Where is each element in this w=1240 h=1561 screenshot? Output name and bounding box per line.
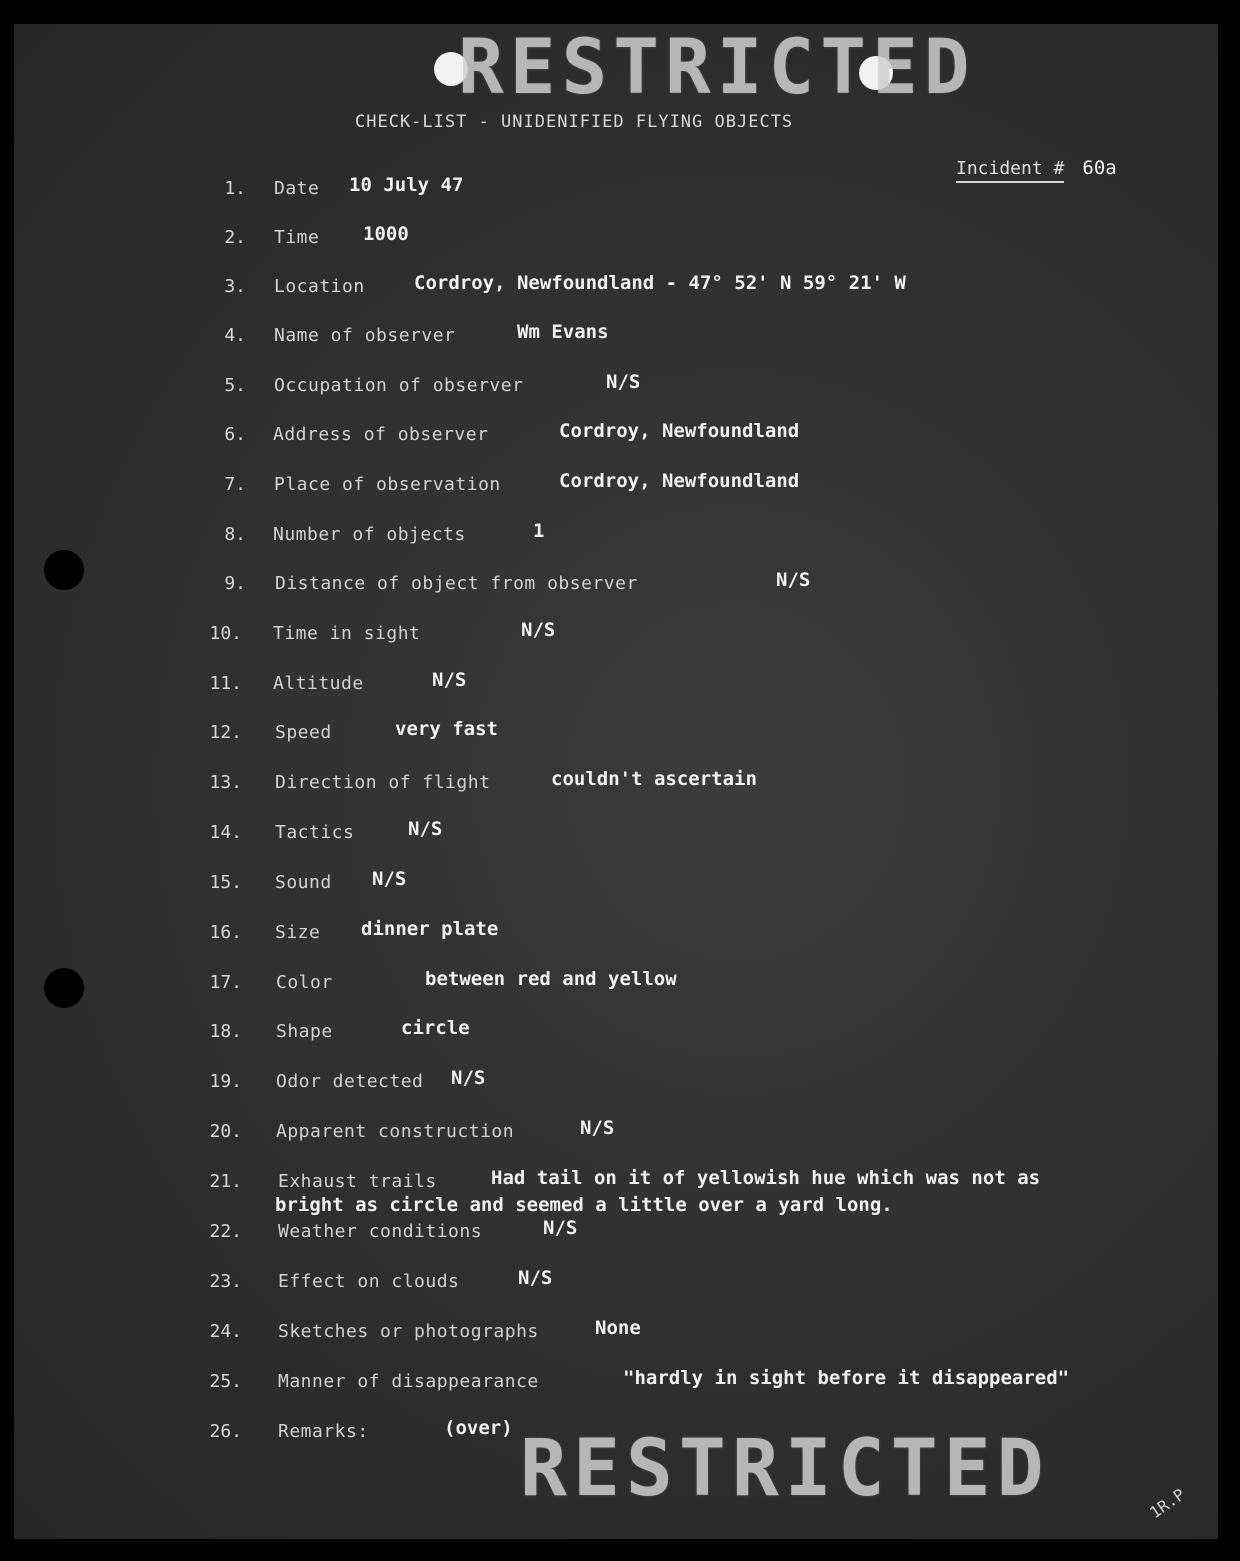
item-number: 26. [209,1421,242,1442]
item-label: Tactics [275,822,355,843]
item-label: Name of observer [274,325,456,346]
item-label: Effect on clouds [278,1271,460,1292]
document-title: CHECK-LIST - UNIDENIFIED FLYING OBJECTS [355,112,794,132]
item-value: Had tail on it of yellowish hue which was not as [491,1167,1041,1189]
item-number: 24. [209,1321,242,1342]
item-value: between red and yellow [425,968,677,990]
binder-hole-upper [44,550,84,590]
item-label: Weather conditions [278,1221,483,1242]
item-number: 11. [209,673,242,694]
item-number: 12. [209,722,242,743]
item-value: Cordroy, Newfoundland [559,470,800,492]
item-number: 5. [224,375,246,396]
item-number: 1. [224,178,246,199]
item-value: (over) [444,1417,513,1439]
item-label: Altitude [273,673,364,694]
item-number: 3. [224,276,246,297]
item-number: 14. [209,822,242,843]
item-label: Manner of disappearance [278,1371,539,1392]
item-label: Direction of flight [275,772,491,793]
item-number: 21. [209,1171,242,1192]
item-number: 22. [209,1221,242,1242]
item-number: 18. [209,1021,242,1042]
item-value: N/S [776,569,811,591]
item-number: 20. [209,1121,242,1142]
item-number: 25. [209,1371,242,1392]
item-value: couldn't ascertain [551,768,757,790]
item-value: N/S [408,818,443,840]
item-label: Size [275,922,321,943]
item-value: N/S [451,1067,486,1089]
incident-value: 60a [1082,157,1117,179]
item-label: Location [274,276,365,297]
item-number: 16. [209,922,242,943]
item-value: N/S [580,1117,615,1139]
item-value: Wm Evans [517,321,609,343]
item-value: N/S [432,669,467,691]
item-label: Color [276,972,333,993]
item-value: 10 July 47 [349,174,464,196]
incident-number [956,157,1117,179]
item-label: Occupation of observer [274,375,524,396]
item-label: Date [274,178,320,199]
item-label: Exhaust trails [278,1171,437,1192]
item-label: Place of observation [274,474,501,495]
item-value: 1 [533,520,545,542]
item-value: Cordroy, Newfoundland - 47° 52' N 59° 21' W [414,272,906,294]
item-value: N/S [606,371,641,393]
item-value-continued: bright as circle and seemed a little over a yard long. [275,1194,893,1216]
item-label: Remarks: [278,1421,369,1442]
item-label: Time [274,227,320,248]
item-number: 2. [224,227,246,248]
item-number: 17. [209,972,242,993]
item-number: 4. [224,325,246,346]
item-label: Odor detected [276,1071,424,1092]
handwritten-initials: 1R.P [1146,1484,1189,1523]
item-number: 15. [209,872,242,893]
binder-hole-lower [44,968,84,1008]
item-value: N/S [372,868,407,890]
item-number: 8. [224,524,246,545]
restricted-stamp-top: RESTRICTED [458,24,976,111]
item-number: 6. [224,424,246,445]
item-label: Number of objects [273,524,466,545]
item-value: N/S [521,619,556,641]
item-number: 23. [209,1271,242,1292]
item-value: 1000 [363,223,409,245]
item-value: N/S [543,1217,578,1239]
item-label: Address of observer [273,424,489,445]
item-label: Sound [275,872,332,893]
item-value: circle [401,1017,470,1039]
item-value: Cordroy, Newfoundland [559,420,800,442]
item-value: "hardly in sight before it disappeared" [623,1367,1070,1389]
restricted-stamp-bottom: RESTRICTED [520,1424,1050,1514]
item-label: Shape [276,1021,333,1042]
item-number: 10. [209,623,242,644]
item-label: Apparent construction [276,1121,515,1142]
item-number: 9. [224,573,246,594]
item-value: None [595,1317,641,1339]
item-value: very fast [395,718,498,740]
document-page [14,24,1218,1539]
item-label: Sketches or photographs [278,1321,539,1342]
incident-label: Incident # [956,158,1064,183]
item-number: 13. [209,772,242,793]
item-number: 19. [209,1071,242,1092]
item-label: Time in sight [273,623,421,644]
item-number: 7. [224,474,246,495]
item-value: dinner plate [361,918,499,940]
item-label: Distance of object from observer [275,573,638,594]
item-label: Speed [275,722,332,743]
item-value: N/S [518,1267,553,1289]
